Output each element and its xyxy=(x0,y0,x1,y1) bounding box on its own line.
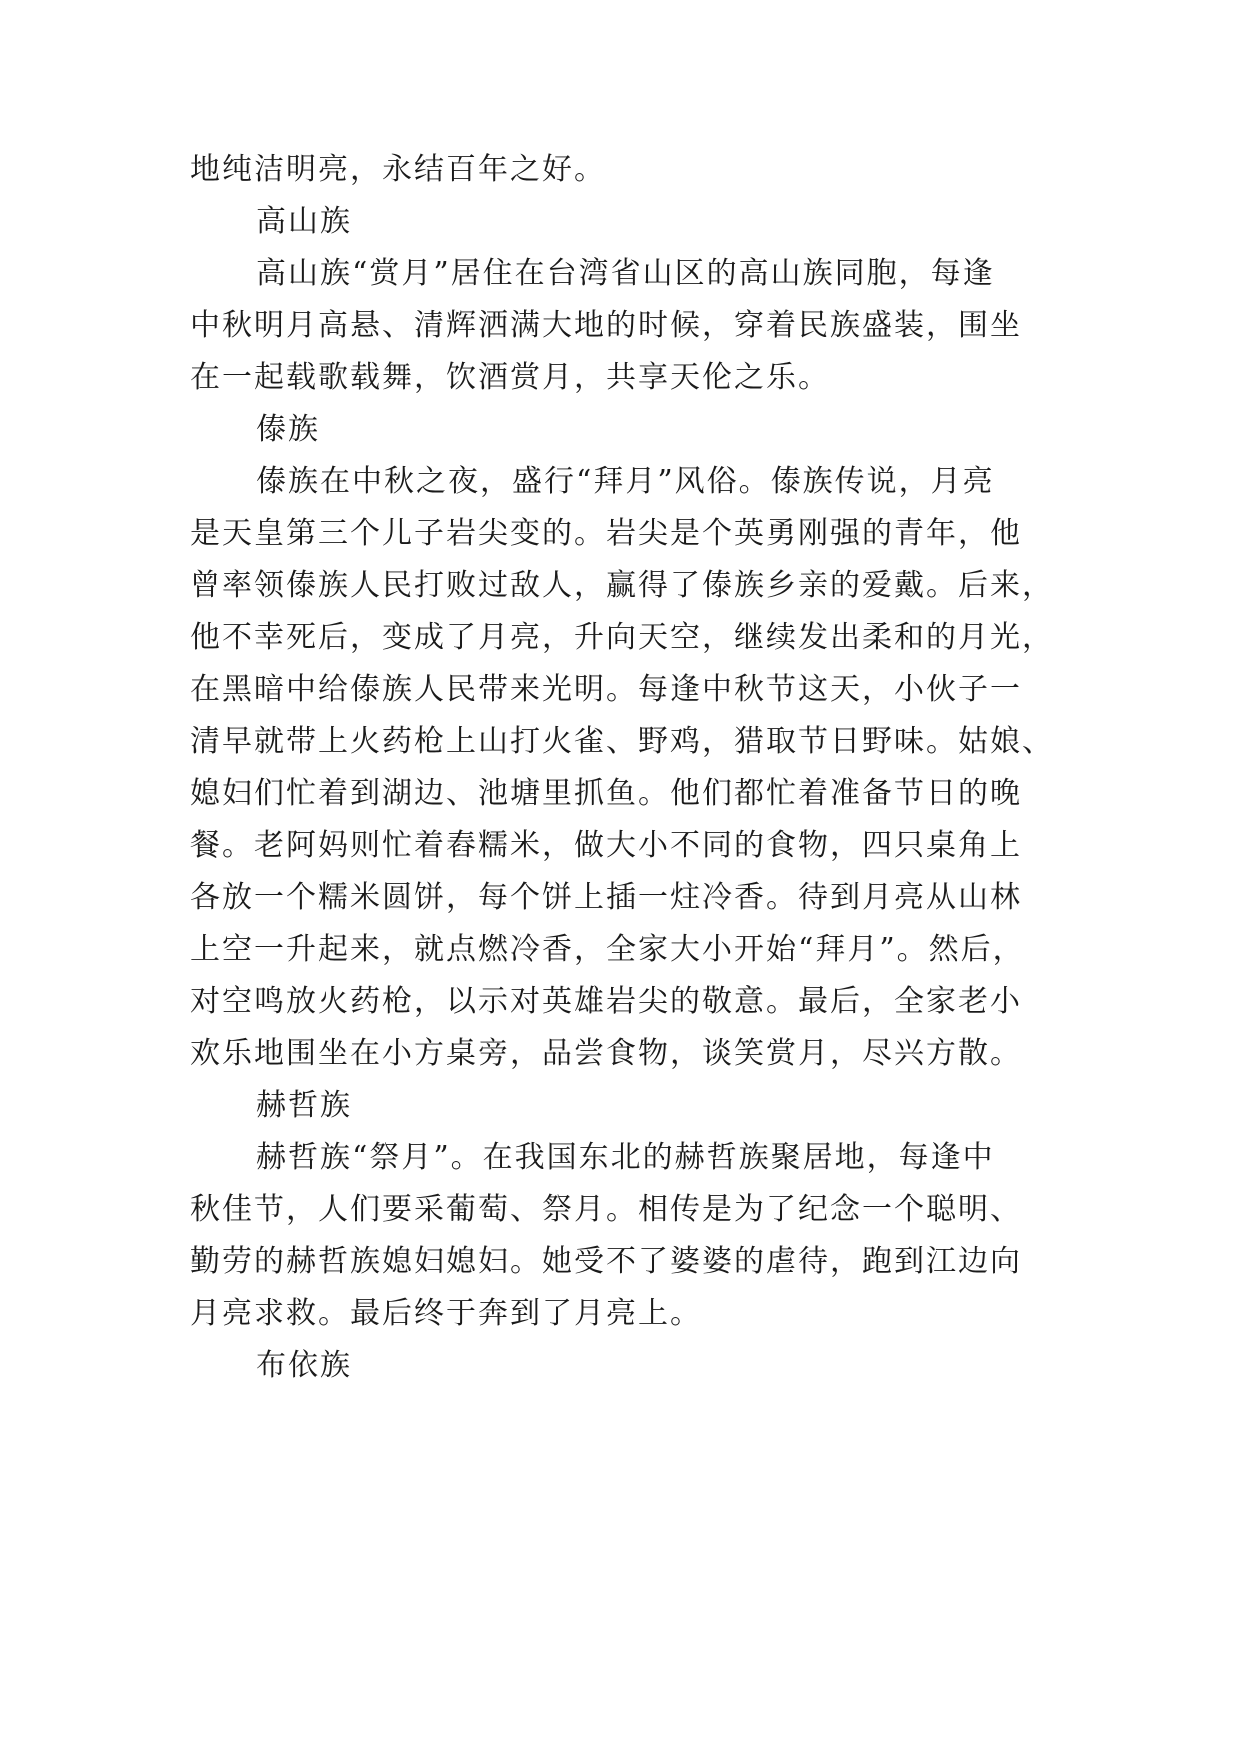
text-line: 是天皇第三个儿子岩尖变的。岩尖是个英勇刚强的青年，他 xyxy=(190,516,1022,551)
section-heading-gaoshan: 高山族 xyxy=(256,204,352,239)
text-line: 赫哲族“祭月”。在我国东北的赫哲族聚居地，每逢中 xyxy=(256,1140,995,1175)
text-line: 傣族在中秋之夜，盛行“拜月”风俗。傣族传说，月亮 xyxy=(256,464,995,499)
section-heading-dai: 傣族 xyxy=(256,412,320,447)
text-line: 高山族“赏月”居住在台湾省山区的高山族同胞，每逢 xyxy=(256,256,995,291)
text-line: 对空鸣放火药枪，以示对英雄岩尖的敬意。最后，全家老小 xyxy=(190,984,1022,1019)
text-line: 曾率领傣族人民打败过敌人，赢得了傣族乡亲的爱戴。后来， xyxy=(190,568,1054,603)
text-line: 餐。老阿妈则忙着舂糯米，做大小不同的食物，四只桌角上 xyxy=(190,828,1022,863)
text-line: 清早就带上火药枪上山打火雀、野鸡，猎取节日野味。姑娘、 xyxy=(190,724,1054,759)
text-line: 中秋明月高悬、清辉洒满大地的时候，穿着民族盛装，围坐 xyxy=(190,308,1022,343)
text-line: 月亮求救。最后终于奔到了月亮上。 xyxy=(190,1296,702,1331)
text-line: 在一起载歌载舞，饮酒赏月，共享天伦之乐。 xyxy=(190,360,830,395)
text-line: 地纯洁明亮，永结百年之好。 xyxy=(190,152,606,187)
text-line: 欢乐地围坐在小方桌旁，品尝食物，谈笑赏月，尽兴方散。 xyxy=(190,1036,1022,1071)
text-line: 他不幸死后，变成了月亮，升向天空，继续发出柔和的月光， xyxy=(190,620,1054,655)
section-heading-buyi: 布依族 xyxy=(256,1348,352,1383)
text-line: 各放一个糯米圆饼，每个饼上插一炷冷香。待到月亮从山林 xyxy=(190,880,1022,915)
text-line: 勤劳的赫哲族媳妇媳妇。她受不了婆婆的虐待，跑到江边向 xyxy=(190,1244,1022,1279)
text-line: 在黑暗中给傣族人民带来光明。每逢中秋节这天，小伙子一 xyxy=(190,672,1022,707)
text-line: 上空一升起来，就点燃冷香，全家大小开始“拜月”。然后， xyxy=(190,932,1025,967)
section-heading-hezhe: 赫哲族 xyxy=(256,1088,352,1123)
text-line: 秋佳节，人们要采葡萄、祭月。相传是为了纪念一个聪明、 xyxy=(190,1192,1022,1227)
text-line: 媳妇们忙着到湖边、池塘里抓鱼。他们都忙着准备节日的晚 xyxy=(190,776,1022,811)
